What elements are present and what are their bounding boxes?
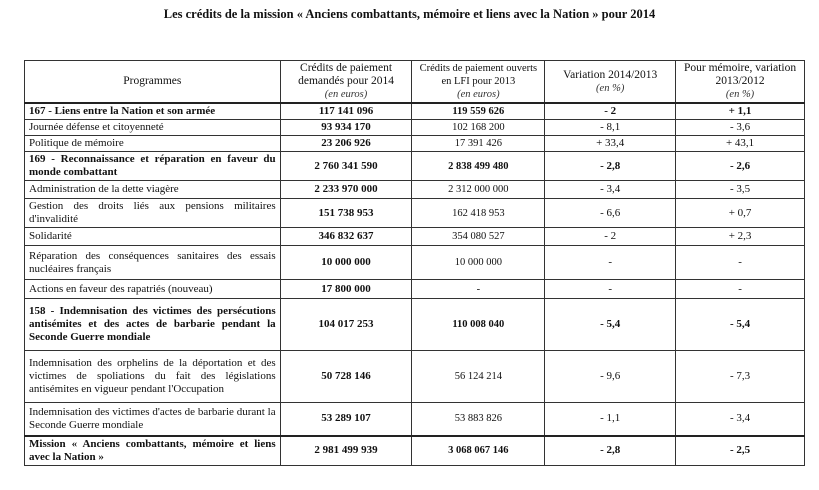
header-label: Pour mémoire, variation 2013/2012 bbox=[684, 62, 797, 87]
table-row bbox=[25, 436, 805, 466]
table-row bbox=[25, 152, 805, 181]
variation-2013-2012: - 3,6 bbox=[676, 120, 805, 136]
credits-2014: 2 233 970 000 bbox=[280, 181, 412, 199]
header-variation-2013-2012 bbox=[676, 61, 805, 104]
program-name: Solidarité bbox=[25, 228, 281, 246]
variation-2013-2012: - bbox=[676, 280, 805, 299]
program-name: Gestion des droits liés aux pensions militaires d'invalidité bbox=[25, 199, 281, 228]
program-name: Indemnisation des orphelins de la déportation et des victimes de spoliations du fait des législations antisémites en vigueur pendant l'Occupation bbox=[25, 351, 281, 403]
table-row bbox=[25, 136, 805, 152]
variation-2013-2012: + 43,1 bbox=[676, 136, 805, 152]
credits-2013: 17 391 426 bbox=[412, 136, 545, 152]
credits-2013: 2 312 000 000 bbox=[412, 181, 545, 199]
variation-2013-2012: + 0,7 bbox=[676, 199, 805, 228]
table-row bbox=[25, 403, 805, 436]
credits-2014: 93 934 170 bbox=[280, 120, 412, 136]
credits-2013: 354 080 527 bbox=[412, 228, 545, 246]
header-label: Crédits de paiement demandés pour 2014 bbox=[298, 62, 394, 87]
variation-2014-2013: - 6,6 bbox=[545, 199, 676, 228]
program-name: Actions en faveur des rapatriés (nouveau) bbox=[25, 280, 281, 299]
table-row bbox=[25, 351, 805, 403]
variation-2013-2012: - 5,4 bbox=[676, 299, 805, 351]
table-title: Les crédits de la mission « Anciens combattants, mémoire et liens avec la Nation » pour 2014 bbox=[163, 7, 656, 21]
header-unit: (en euros) bbox=[324, 89, 368, 100]
variation-2013-2012: - 7,3 bbox=[676, 351, 805, 403]
header-unit: (en %) bbox=[725, 89, 755, 100]
variation-2014-2013: - bbox=[545, 246, 676, 280]
credits-2014: 2 981 499 939 bbox=[280, 436, 412, 466]
credits-2014: 2 760 341 590 bbox=[280, 152, 412, 181]
variation-2014-2013: + 33,4 bbox=[545, 136, 676, 152]
variation-2014-2013: - 3,4 bbox=[545, 181, 676, 199]
variation-2014-2013: - 8,1 bbox=[545, 120, 676, 136]
program-name: 158 - Indemnisation des victimes des persécutions antisémites et des actes de barbarie pendant la Seconde Guerre mondiale bbox=[25, 299, 281, 351]
credits-2013: 3 068 067 146 bbox=[412, 436, 545, 466]
header-unit: (en euros) bbox=[457, 89, 500, 100]
credits-2014: 23 206 926 bbox=[280, 136, 412, 152]
credits-2013: - bbox=[412, 280, 545, 299]
credits-2013: 10 000 000 bbox=[412, 246, 545, 280]
variation-2014-2013: - 2 bbox=[545, 103, 676, 120]
table-row bbox=[25, 299, 805, 351]
credits-2013: 110 008 040 bbox=[412, 299, 545, 351]
variation-2014-2013: - bbox=[545, 280, 676, 299]
header-label: Variation 2014/2013 bbox=[563, 68, 658, 81]
credits-2014: 17 800 000 bbox=[280, 280, 412, 299]
variation-2014-2013: - 9,6 bbox=[545, 351, 676, 403]
credits-table bbox=[24, 60, 805, 466]
credits-2014: 50 728 146 bbox=[280, 351, 412, 403]
credits-2013: 119 559 626 bbox=[412, 103, 545, 120]
program-name: 169 - Reconnaissance et réparation en faveur du monde combattant bbox=[25, 152, 281, 181]
header-row bbox=[25, 61, 805, 104]
program-name: Réparation des conséquences sanitaires des essais nucléaires français bbox=[25, 246, 281, 280]
credits-2013: 56 124 214 bbox=[412, 351, 545, 403]
credits-2014: 151 738 953 bbox=[280, 199, 412, 228]
table-row bbox=[25, 199, 805, 228]
variation-2013-2012: - 3,4 bbox=[676, 403, 805, 436]
credits-2014: 10 000 000 bbox=[280, 246, 412, 280]
credits-2014: 104 017 253 bbox=[280, 299, 412, 351]
header-label: Programmes bbox=[123, 75, 182, 87]
table-row bbox=[25, 181, 805, 199]
table-row bbox=[25, 280, 805, 299]
variation-2013-2012: - 3,5 bbox=[676, 181, 805, 199]
program-name: Mission « Anciens combattants, mémoire et liens avec la Nation » bbox=[25, 436, 281, 466]
variation-2013-2012: + 1,1 bbox=[676, 103, 805, 120]
variation-2014-2013: - 5,4 bbox=[545, 299, 676, 351]
credits-2013: 102 168 200 bbox=[412, 120, 545, 136]
variation-2013-2012: - 2,5 bbox=[676, 436, 805, 466]
variation-2014-2013: - 2 bbox=[545, 228, 676, 246]
program-name: Administration de la dette viagère bbox=[25, 181, 281, 199]
header-unit: (en %) bbox=[596, 82, 625, 94]
credits-2014: 53 289 107 bbox=[280, 403, 412, 436]
header-label: Crédits de paiement ouverts en LFI pour 2013 bbox=[419, 63, 538, 87]
credits-2013: 162 418 953 bbox=[412, 199, 545, 228]
table-row bbox=[25, 246, 805, 280]
variation-2014-2013: - 2,8 bbox=[545, 152, 676, 181]
variation-2013-2012: + 2,3 bbox=[676, 228, 805, 246]
table-row bbox=[25, 120, 805, 136]
program-name: Politique de mémoire bbox=[25, 136, 281, 152]
header-credits-2014 bbox=[280, 61, 412, 104]
credits-2013: 53 883 826 bbox=[412, 403, 545, 436]
table-row bbox=[25, 103, 805, 120]
header-variation-2014-2013 bbox=[545, 61, 676, 104]
program-name: Journée défense et citoyenneté bbox=[25, 120, 281, 136]
credits-2014: 117 141 096 bbox=[280, 103, 412, 120]
variation-2014-2013: - 1,1 bbox=[545, 403, 676, 436]
program-name: 167 - Liens entre la Nation et son armée bbox=[25, 103, 281, 120]
credits-2014: 346 832 637 bbox=[280, 228, 412, 246]
header-programmes bbox=[25, 61, 281, 104]
variation-2013-2012: - bbox=[676, 246, 805, 280]
credits-2013: 2 838 499 480 bbox=[412, 152, 545, 181]
variation-2013-2012: - 2,6 bbox=[676, 152, 805, 181]
program-name: Indemnisation des victimes d'actes de barbarie durant la Seconde Guerre mondiale bbox=[25, 403, 281, 436]
variation-2014-2013: - 2,8 bbox=[545, 436, 676, 466]
header-credits-2013 bbox=[412, 61, 545, 104]
table-row bbox=[25, 228, 805, 246]
